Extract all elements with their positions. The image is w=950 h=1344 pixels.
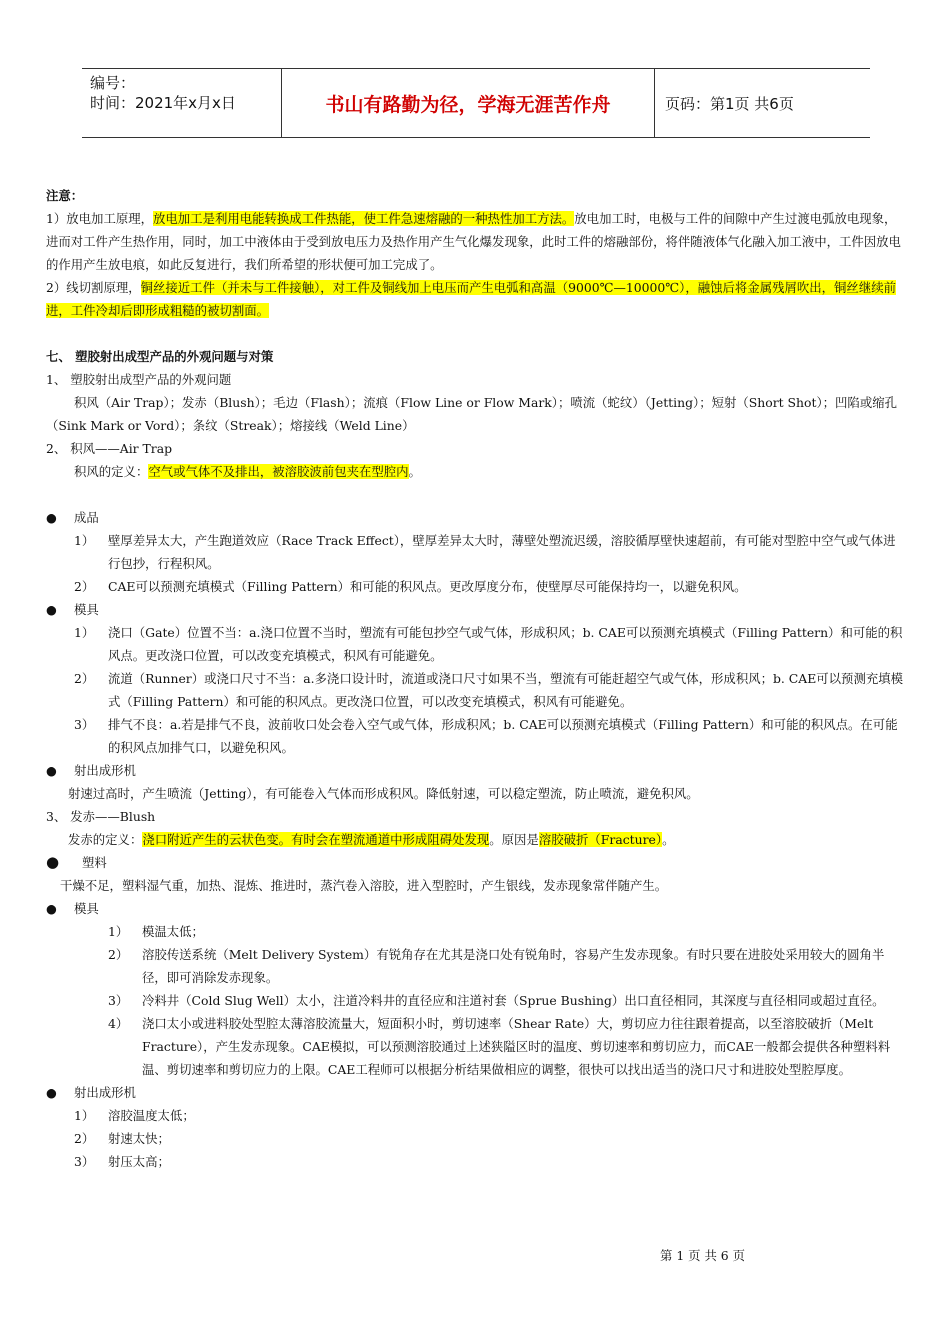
- text: 。: [408, 464, 421, 479]
- item-number: 4）: [108, 1016, 129, 1031]
- item-number: 1）: [74, 625, 95, 640]
- header-meta: [82, 69, 282, 137]
- item-text: 溶胶传送系统（Melt Delivery System）有锐角存在尤其是浇口处有锐角时，容易产生发赤现象。有时只要在进胶处采用较大的圆角半径，即可消除发赤现象。: [142, 947, 885, 985]
- text: 放电加工时，电极与工件的间隙中产生过渡电弧放电现象，进而对工件产生热作用，同时，加工中液体由于受到放电压力及热作用产生气化爆发现象，此时工件的熔融部份，将伴随液体气化融入加工液中，工件因放电的作用产生放电痕，如此反复进行，我们所希望的形状便可加工完成了。: [46, 211, 901, 272]
- item-text: 流道（Runner）或浇口尺寸不当：a.多浇口设计时，流道或浇口尺寸如果不当，塑流有可能赶超空气或气体，形成积风；b. CAE可以预测充填模式（Filling Pattern）和可能的积风点。更改浇口位置，可以改变充填模式，积风有可能避免。: [108, 671, 904, 709]
- item-number: 2）: [74, 1131, 95, 1146]
- bullet-plastic: [46, 851, 904, 874]
- item-text: 模温太低；: [142, 924, 204, 939]
- notes-paragraph-2: [46, 276, 904, 322]
- item-number: 1）: [74, 533, 95, 548]
- bullet-icon: ●: [46, 901, 57, 916]
- item-number: 2）: [108, 947, 129, 962]
- item-number: 2）: [74, 671, 95, 686]
- bullet-icon: ●: [46, 1085, 57, 1100]
- subsection-title-1: 1、 塑胶射出成型产品的外观问题: [46, 372, 232, 387]
- plastic-text: 干燥不足，塑料湿气重，加热、混炼、推进时，蒸汽卷入溶胶，进入型腔时，产生银线，发赤现象常伴随产生。: [60, 878, 668, 893]
- text: 发赤的定义：: [68, 832, 143, 847]
- item-text: 排气不良：a.若是排气不良，波前收口处会卷入空气或气体，形成积风；b. CAE可以预测充填模式（Filling Pattern）和可能的积风点。在可能的积风点加排气口，以避免积风。: [108, 717, 898, 755]
- list-item: [46, 920, 904, 943]
- item-number: 3）: [108, 993, 129, 1008]
- bullet-icon: ●: [46, 510, 57, 525]
- header-code: 编号：: [90, 74, 136, 92]
- header-date: 时间：2021年x月x日: [90, 94, 236, 112]
- highlight-text: 放电加工是利用电能转换成工件热能，使工件急速熔融的一种热性加工方法。: [153, 211, 575, 226]
- item-text: CAE可以预测充填模式（Filling Pattern）和可能的积风点。更改厚度分布，使壁厚尽可能保持均一，以避免积风。: [108, 579, 747, 594]
- bullet-product: [46, 506, 904, 529]
- section-title: 七、 塑胶射出成型产品的外观问题与对策: [46, 349, 274, 364]
- bullet-icon: ●: [46, 602, 57, 617]
- item-number: 2）: [74, 579, 95, 594]
- item-text: 浇口（Gate）位置不当：a.浇口位置不当时，塑流有可能包抄空气或气体，形成积风；b. CAE可以预测充填模式（Filling Pattern）和可能的积风点。更改浇口位置，可以改变充填模式，积风有可能避免。: [108, 625, 903, 663]
- list-item: [46, 1127, 904, 1150]
- bullet-machine-2: [46, 1081, 904, 1104]
- machine-text: 射速过高时，产生喷流（Jetting），有可能卷入气体而形成积风。降低射速，可以稳定塑流，防止喷流，避免积风。: [68, 786, 699, 801]
- list-item: [46, 1104, 904, 1127]
- text: 1）放电加工原理，: [46, 211, 154, 226]
- item-number: 1）: [74, 1108, 95, 1123]
- subsection-title-3: 3、 发赤——Blush: [46, 809, 156, 824]
- list-item: [46, 1150, 904, 1173]
- item-text: 冷料井（Cold Slug Well）太小，注道冷料井的直径应和注道衬套（Sprue Bushing）出口直径相同，其深度与直径相同或超过直径。: [142, 993, 885, 1008]
- page-header: [82, 68, 870, 138]
- item-text: 射压太高；: [108, 1154, 170, 1169]
- bullet-machine: [46, 759, 904, 782]
- list-item: [46, 575, 904, 598]
- list-item: [46, 667, 904, 713]
- page-footer: 第 1 页 共 6 页: [660, 1248, 746, 1263]
- text: 。原因是: [489, 832, 539, 847]
- text: 。: [662, 832, 675, 847]
- item-text: 射速太快；: [108, 1131, 170, 1146]
- highlight-text: 铜丝接近工件（并未与工件接触），对工件及铜线加上电压而产生电弧和高温（9000℃—10000℃），融蚀后将金属残屑吹出，铜丝继续前进，工件冷却后即形成粗糙的被切割面。: [46, 280, 896, 318]
- item-text: 浇口太小或进料胶处型腔太薄溶胶流量大，短面积小时，剪切速率（Shear Rate）大，剪切应力往往跟着提高，以至溶胶破折（Melt Fracture），产生发赤现象。CAE模拟，可以预测溶胶通过上述狭隘区时的温度、剪切速率和剪切应力，而CAE一般都会提供各种塑料料温、剪切速率和剪切应力的上限。CAE工程师可以根据分析结果做相应的调整，很快可以找出适当的浇口尺寸和进胶处型腔厚度。: [142, 1016, 891, 1077]
- item-number: 1）: [108, 924, 129, 939]
- definition-blush: [46, 828, 904, 851]
- list-item: [46, 621, 904, 667]
- definition-air-trap: [46, 460, 904, 483]
- defects-list: 积风（Air Trap）；发赤（Blush）；毛边（Flash）；流痕（Flow Line or Flow Mark）；喷流（蛇纹）（Jetting）；短射（Short Shot）；凹陷或缩孔（Sink Mark or Vord）；条纹（Streak）；熔接线（Weld Line）: [46, 395, 897, 433]
- bullet-mold-2: [46, 897, 904, 920]
- highlight-text: 空气或气体不及排出，被溶胶波前包夹在型腔内: [148, 464, 409, 479]
- item-number: 3）: [74, 717, 95, 732]
- item-number: 3）: [74, 1154, 95, 1169]
- item-text: 壁厚差异太大，产生跑道效应（Race Track Effect），壁厚差异太大时，薄壁处塑流迟缓，溶胶循厚壁快速超前，有可能对型腔中空气或气体进行包抄，行程积风。: [108, 533, 896, 571]
- header-motto: 书山有路勤为径，学海无涯苦作舟: [282, 69, 655, 137]
- bullet-label: 射出成形机: [74, 1085, 136, 1100]
- bullet-label: 模具: [74, 602, 99, 617]
- document-body: [46, 184, 904, 1173]
- item-text: 溶胶温度太低；: [108, 1108, 195, 1123]
- highlight-text: 溶胶破折（Fracture）: [538, 832, 663, 847]
- bullet-label: 射出成形机: [74, 763, 136, 778]
- list-item: [46, 943, 904, 989]
- list-item: [46, 713, 904, 759]
- bullet-label: 塑料: [82, 855, 107, 870]
- notes-paragraph-1: [46, 207, 904, 276]
- bullet-label: 成品: [74, 510, 99, 525]
- header-page: 页码：第1页 共6页: [665, 94, 794, 113]
- list-item: [46, 1012, 904, 1081]
- text: 积风的定义：: [74, 464, 149, 479]
- subsection-title-2: 2、 积风——Air Trap: [46, 441, 173, 456]
- notes-title: 注意：: [46, 188, 84, 203]
- bullet-mold: [46, 598, 904, 621]
- bullet-icon: ●: [46, 763, 57, 778]
- list-item: [46, 529, 904, 575]
- bullet-icon: ●: [46, 853, 60, 871]
- text: 2）线切割原理，: [46, 280, 141, 295]
- list-item: [46, 989, 904, 1012]
- highlight-text: 浇口附近产生的云状色变。有时会在塑流通道中形成阻碍处发现: [142, 832, 490, 847]
- bullet-label: 模具: [74, 901, 99, 916]
